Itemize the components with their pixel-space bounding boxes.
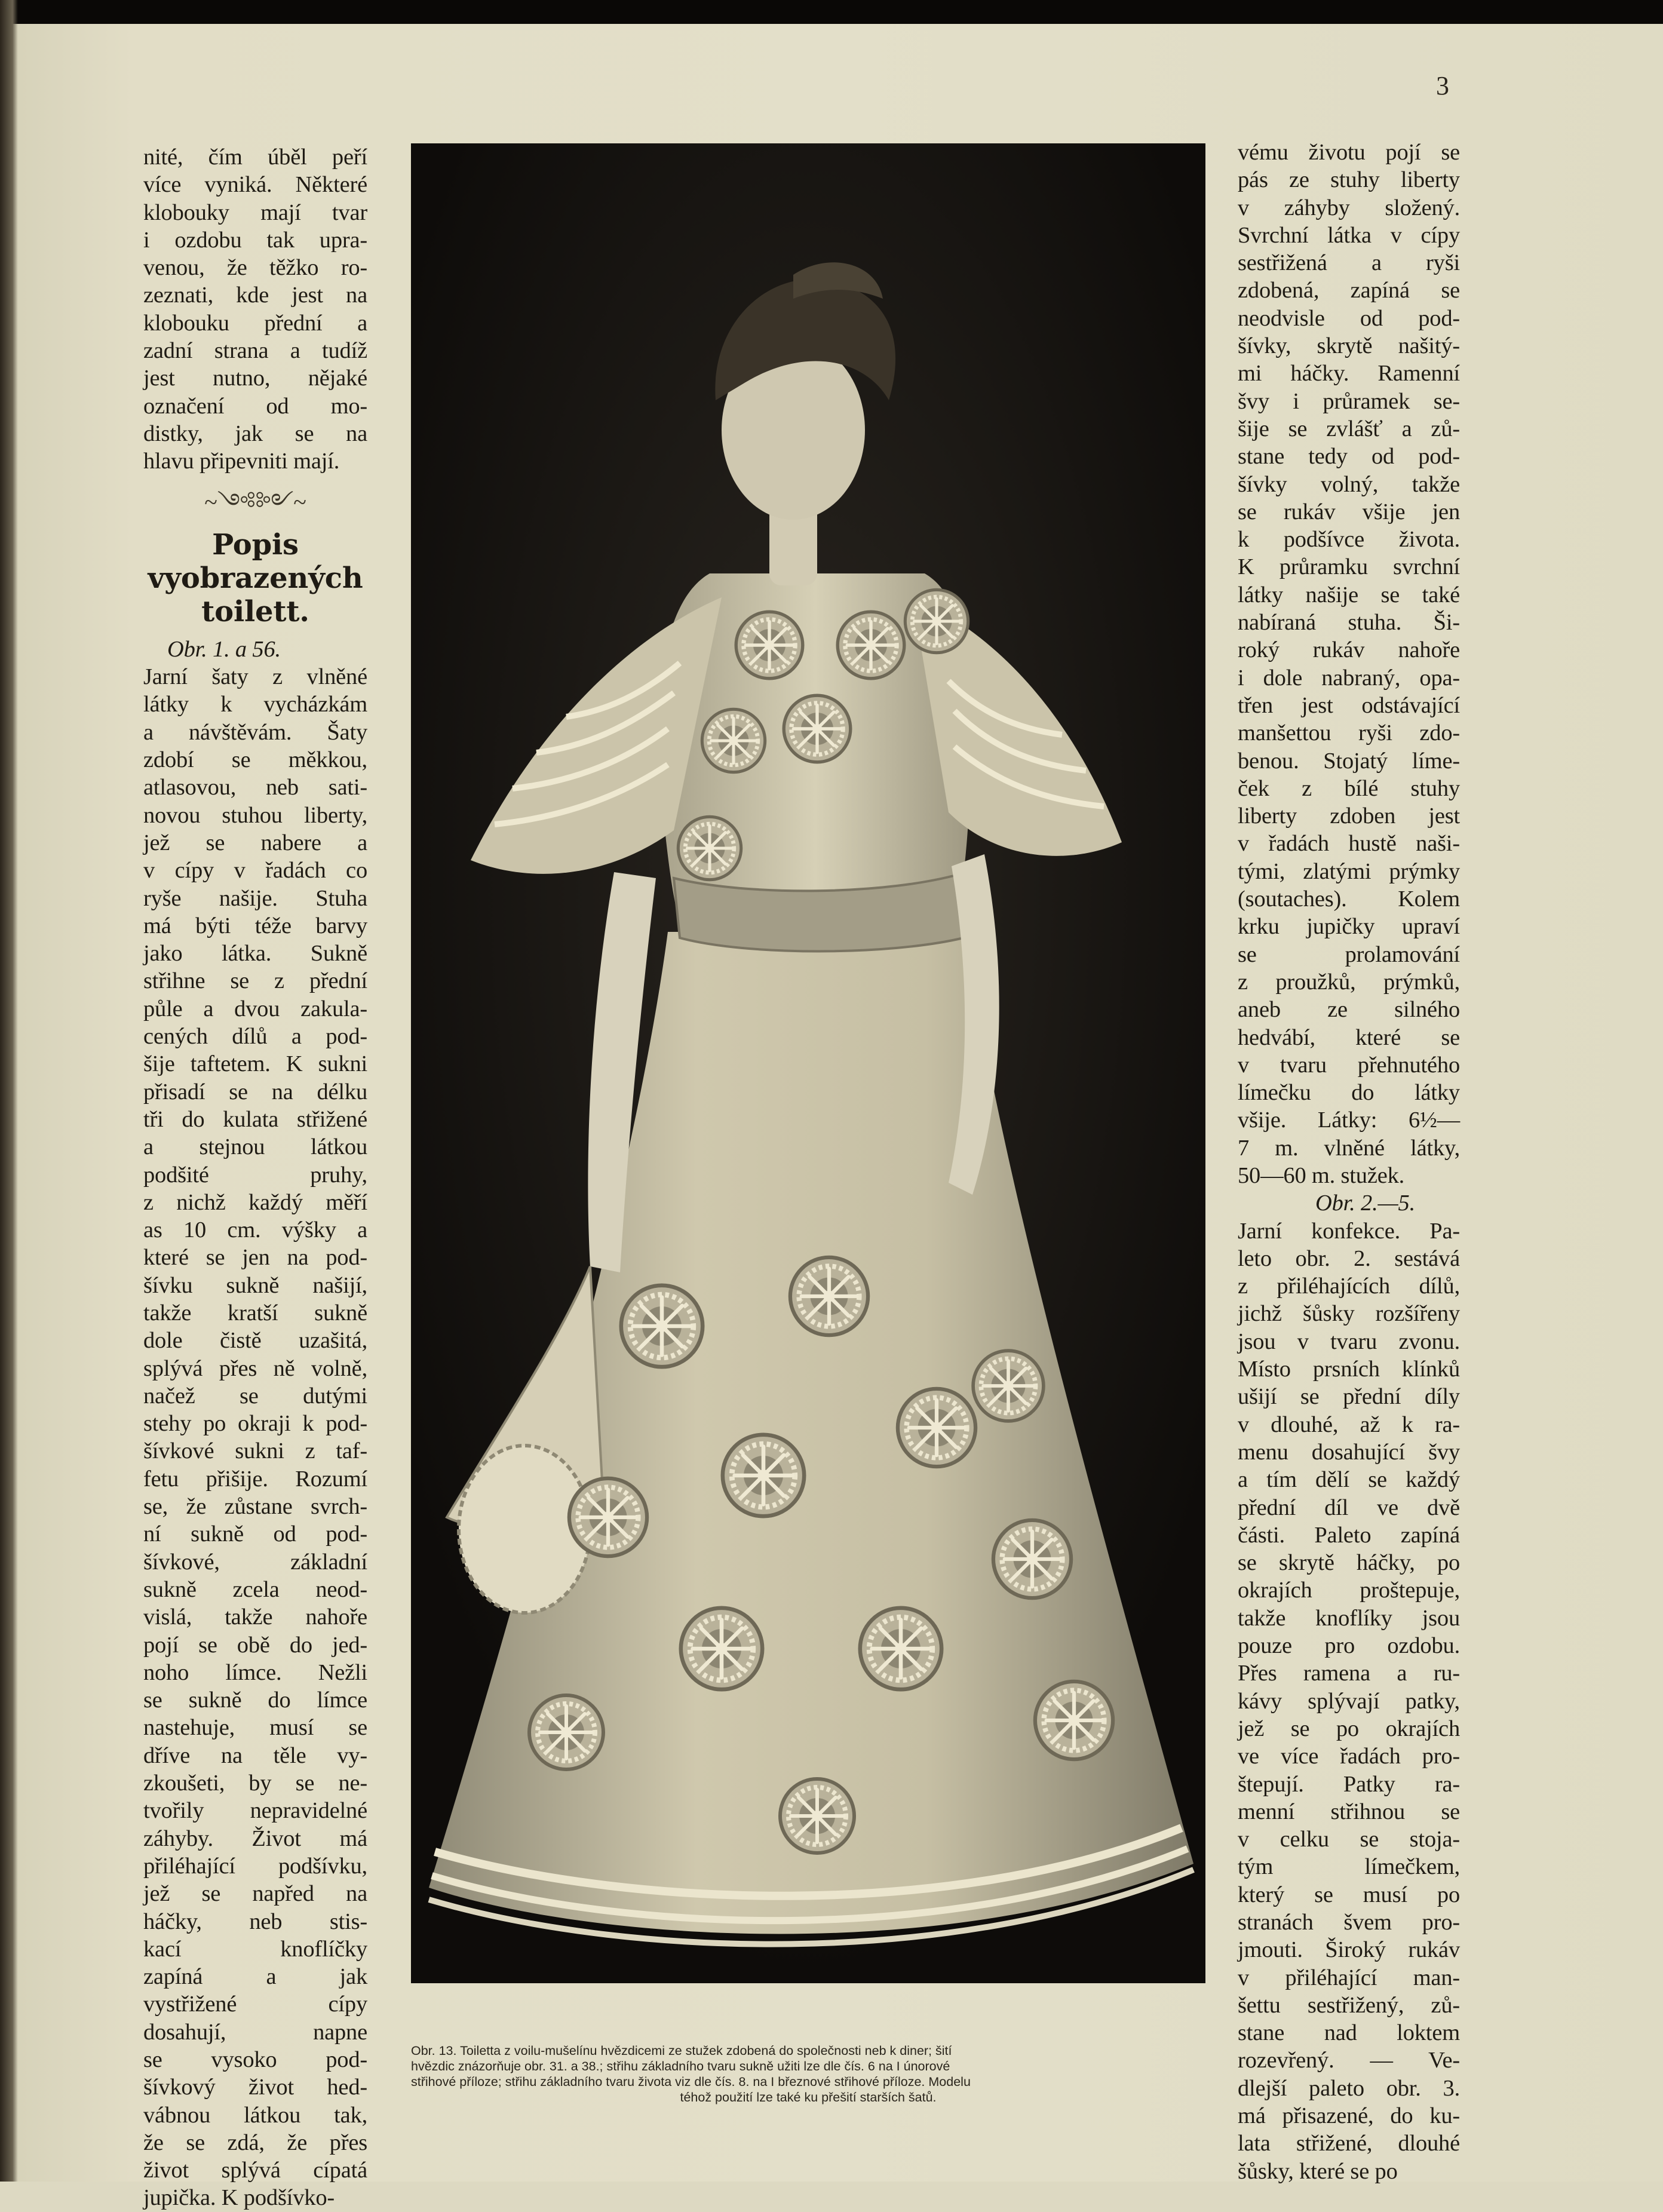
text-line: přední díl ve dvě xyxy=(1238,1495,1460,1520)
text-line: as 10 cm. výšky a xyxy=(143,1217,367,1243)
right-paragraph-1 xyxy=(1238,139,1460,1189)
text-line: tvořily nepravidelné xyxy=(143,1798,367,1824)
text-line: v tvaru přehnutého xyxy=(1238,1052,1460,1078)
text-line: zdobená, zapíná se xyxy=(1238,278,1460,303)
text-line: střihne se z přední xyxy=(143,968,367,994)
text-line: sestřižená a ryši xyxy=(1238,250,1460,276)
text-line: stehy po okraji k pod- xyxy=(143,1411,367,1437)
text-line: cených dílů a pod- xyxy=(143,1024,367,1050)
text-line: z přiléhajících dílů, xyxy=(1238,1274,1460,1299)
text-line: mi háčky. Ramenní xyxy=(1238,361,1460,386)
text-line: 50—60 m. stužek. xyxy=(1238,1162,1405,1188)
text-line: z nichž každý měří xyxy=(143,1189,367,1215)
text-line: půle a dvou zakula- xyxy=(143,996,367,1021)
text-line: háčky, neb stis- xyxy=(143,1909,367,1934)
text-line: i dole nabraný, opa- xyxy=(1238,665,1460,691)
text-line: dosahují, napne xyxy=(143,2019,367,2045)
text-line: v cípy v řadách co xyxy=(143,858,367,883)
text-line: ve více řadách pro- xyxy=(1238,1744,1460,1769)
text-line: Jarní konfekce. Pa- xyxy=(1238,1218,1460,1244)
text-line: ní sukně od pod- xyxy=(143,1521,367,1547)
text-line: noho límce. Nežli xyxy=(143,1659,367,1685)
text-line: kávy splývají patky, xyxy=(1238,1688,1460,1714)
text-line: ryše našije. Stuha xyxy=(143,885,367,911)
text-line: označení od mo- xyxy=(143,393,367,419)
text-line: jako látka. Sukně xyxy=(143,941,367,967)
text-line: jež se po okrajích xyxy=(1238,1716,1460,1741)
text-line: Přes ramena a ru- xyxy=(1238,1661,1460,1686)
text-line: stane tedy od pod- xyxy=(1238,444,1460,470)
text-line: a stejnou látkou xyxy=(143,1134,367,1160)
text-line: menní střihnou se xyxy=(1238,1799,1460,1824)
text-line: neodvisle od pod- xyxy=(1238,305,1460,331)
text-line: pojí se obě do jed- xyxy=(143,1632,367,1658)
text-line: se prolamování xyxy=(1238,941,1460,967)
text-line: krku jupičky upraví xyxy=(1238,914,1460,940)
text-line: rozevřený. — Ve- xyxy=(1238,2048,1460,2073)
text-line: (soutaches). Kolem xyxy=(1238,886,1460,912)
text-line: jmouti. Široký rukáv xyxy=(1238,1937,1460,1963)
text-line: pouze pro ozdobu. xyxy=(1238,1633,1460,1659)
page-number: 3 xyxy=(1436,71,1449,100)
text-line: vábnou látkou tak, xyxy=(143,2102,367,2128)
figure-reference: Obr. 1. a 56. xyxy=(167,636,281,662)
text-line: který se musí po xyxy=(1238,1882,1460,1907)
text-line: v celku se stoja- xyxy=(1238,1827,1460,1852)
text-line: pás ze stuhy liberty xyxy=(1238,167,1460,193)
text-line: okrajích proštepuje, xyxy=(1238,1578,1460,1603)
text-line: má přisazené, do ku- xyxy=(1238,2103,1460,2129)
text-line: které se jen na pod- xyxy=(143,1245,367,1271)
text-line: jest nutno, nějaké xyxy=(143,366,367,391)
text-line: distky, jak se na xyxy=(143,421,367,446)
scan-top-border xyxy=(0,0,1663,24)
text-line: šůsky, které se po xyxy=(1238,2158,1398,2184)
text-line: límečku do látky xyxy=(1238,1080,1460,1106)
text-line: sukně zcela neod- xyxy=(143,1576,367,1602)
text-line: takže kratší sukně xyxy=(143,1300,367,1326)
text-line: ček z bílé stuhy xyxy=(1238,775,1460,801)
text-line: nité, čím úběl peří xyxy=(143,145,367,170)
text-line: roký rukáv nahoře xyxy=(1238,637,1460,663)
text-line: kací knoflíčky xyxy=(143,1936,367,1962)
text-line: jež se nabere a xyxy=(143,830,367,855)
text-line: nastehuje, musí se xyxy=(143,1715,367,1741)
caption-line: téhož použití lze také ku přešití starších šatů. xyxy=(680,2090,937,2104)
text-line: manšettou ryši zdo- xyxy=(1238,720,1460,746)
text-line: atlasovou, neb sati- xyxy=(143,775,367,800)
text-line: benou. Stojatý líme- xyxy=(1238,748,1460,774)
text-line: se sukně do límce xyxy=(143,1688,367,1713)
right-column xyxy=(1238,139,1460,2185)
text-line: šívkové sukni z taf- xyxy=(143,1438,367,1464)
text-line: se, že zůstane svrch- xyxy=(143,1494,367,1520)
text-line: novou stuhou liberty, xyxy=(143,802,367,828)
text-line: 7 m. vlněné látky, xyxy=(1238,1135,1460,1161)
text-line: i ozdobu tak upra- xyxy=(143,227,367,253)
decorative-ornament-icon: ~༺༻~ xyxy=(204,488,306,516)
text-line: K průramku svrchní xyxy=(1238,554,1460,580)
text-line: vislá, takže nahoře xyxy=(143,1604,367,1630)
text-line: stranách švem pro- xyxy=(1238,1910,1460,1935)
text-line: k podšívce života. xyxy=(1238,527,1460,553)
left-paragraph-2 xyxy=(143,663,367,2212)
text-line: leto obr. 2. sestává xyxy=(1238,1245,1460,1271)
text-line: v řadách hustě naši- xyxy=(1238,831,1460,857)
text-line: jež se napřed na xyxy=(143,1881,367,1907)
text-line: splývá přes ně volně, xyxy=(143,1355,367,1381)
text-line: záhyby. Život má xyxy=(143,1826,367,1851)
text-line: klobouku přední a xyxy=(143,310,367,336)
text-line: v záhyby složený. xyxy=(1238,195,1460,220)
text-line: zkoušeti, by se ne- xyxy=(143,1771,367,1796)
text-line: tými, zlatými prýmky xyxy=(1238,858,1460,884)
text-line: hedvábí, které se xyxy=(1238,1024,1460,1050)
text-line: a návštěvám. Šaty xyxy=(143,719,367,745)
text-line: v přiléhající man- xyxy=(1238,1965,1460,1990)
text-line: hlavu připevniti mají. xyxy=(143,449,340,474)
text-line: švy i průramek se- xyxy=(1238,388,1460,414)
right-paragraph-2 xyxy=(1238,1217,1460,2185)
text-line: šettu sestřižený, zů- xyxy=(1238,1992,1460,2018)
text-line: a tím dělí se každý xyxy=(1238,1467,1460,1493)
text-line: šívky, skrytě našitý- xyxy=(1238,333,1460,359)
text-line: lata střižené, dlouhé xyxy=(1238,2131,1460,2156)
text-line: třen jest odstávající xyxy=(1238,692,1460,718)
caption-line: Obr. 13. Toiletta z voilu-mušelínu hvězdicemi ze stužek zdobená do společnosti neb k diner; šití xyxy=(411,2044,952,2058)
text-line: zdobí se měkkou, xyxy=(143,747,367,773)
text-line: jichž šůsky rozšířeny xyxy=(1238,1301,1460,1327)
text-line: jupička. K podšívko- xyxy=(143,2185,335,2211)
text-line: tři do kulata střižené xyxy=(143,1106,367,1132)
text-line: nabíraná stuha. Ši- xyxy=(1238,610,1460,636)
text-line: šívkové, základní xyxy=(143,1549,367,1575)
text-line: tým límečkem, xyxy=(1238,1854,1460,1880)
text-line: Svrchní látka v cípy xyxy=(1238,222,1460,248)
text-line: dříve na těle vy- xyxy=(143,1742,367,1768)
text-line: látky našije se také xyxy=(1238,582,1460,608)
left-column xyxy=(143,143,367,2212)
text-line: takže knoflíky jsou xyxy=(1238,1605,1460,1631)
text-line: šije taftetem. K sukni xyxy=(143,1051,367,1077)
text-line: načež se dutými xyxy=(143,1383,367,1409)
text-line: více vyniká. Některé xyxy=(143,172,367,198)
text-line: život splývá cípatá xyxy=(143,2158,367,2183)
text-line: jsou v tvaru zvonu. xyxy=(1238,1329,1460,1354)
text-line: dlejší paleto obr. 3. xyxy=(1238,2075,1460,2101)
text-line: z proužků, prýmků, xyxy=(1238,969,1460,995)
figure-reference: Obr. 2.—5. xyxy=(1315,1191,1416,1216)
caption-line: střihové příloze; střihu základního tvaru života viz dle čís. 8. na I březnové střihové příloze. Modelu xyxy=(411,2075,971,2089)
text-line: liberty zdoben jest xyxy=(1238,803,1460,829)
text-line: venou, že těžko ro- xyxy=(143,255,367,281)
left-paragraph-1 xyxy=(143,143,367,475)
text-line: ušijí se přední díly xyxy=(1238,1384,1460,1410)
text-line: aneb ze silného xyxy=(1238,997,1460,1023)
text-line: se rukáv všije jen xyxy=(1238,499,1460,524)
text-line: šívky volný, takže xyxy=(1238,471,1460,497)
text-line: klobouky mají tvar xyxy=(143,200,367,225)
text-line: štepují. Patky ra- xyxy=(1238,1771,1460,1797)
caption-line: hvězdic znázorňuje obr. 31. a 38.; střihu základního tvaru sukně užiti lze dle čís. 6 na I únorové xyxy=(411,2059,950,2073)
text-line: vystřižené cípy xyxy=(143,1992,367,2017)
text-line: dole čistě uzašitá, xyxy=(143,1328,367,1354)
text-line: vému životu pojí se xyxy=(1238,140,1460,165)
text-line: menu dosahující švy xyxy=(1238,1439,1460,1465)
figure-caption xyxy=(411,2043,1205,2105)
text-line: Jarní šaty z vlněné xyxy=(143,664,367,690)
text-line: všije. Látky: 6½— xyxy=(1238,1107,1460,1133)
text-line: se skrytě háčky, po xyxy=(1238,1550,1460,1576)
illustration-svg xyxy=(411,143,1205,1983)
text-line: zapíná a jak xyxy=(143,1964,367,1990)
text-line: že se zdá, že přes xyxy=(143,2130,367,2155)
scan-spine-shadow xyxy=(0,0,18,2182)
text-line: šije se zvlášť a zů- xyxy=(1238,416,1460,441)
text-line: přiléhající podšívku, xyxy=(143,1853,367,1879)
fashion-illustration xyxy=(411,143,1205,1983)
text-line: v dlouhé, až k ra- xyxy=(1238,1412,1460,1437)
text-line: zeznati, kde jest na xyxy=(143,283,367,308)
text-line: šívku sukně našijí, xyxy=(143,1272,367,1298)
text-line: se vysoko pod- xyxy=(143,2047,367,2072)
text-line: šívkový život hed- xyxy=(143,2075,367,2100)
text-line: zadní strana a tudíž xyxy=(143,338,367,364)
text-line: má býti téže barvy xyxy=(143,913,367,938)
text-line: přisadí se na délku xyxy=(143,1079,367,1105)
text-line: stane nad loktem xyxy=(1238,2020,1460,2046)
section-heading: Popis vyobrazených toilett. xyxy=(148,527,363,628)
text-line: části. Paleto zapíná xyxy=(1238,1522,1460,1548)
text-line: podšité pruhy, xyxy=(143,1162,367,1188)
text-line: fetu přišije. Rozumí xyxy=(143,1466,367,1492)
text-line: látky k vycházkám xyxy=(143,692,367,717)
text-line: Místo prsních klínků xyxy=(1238,1357,1460,1382)
